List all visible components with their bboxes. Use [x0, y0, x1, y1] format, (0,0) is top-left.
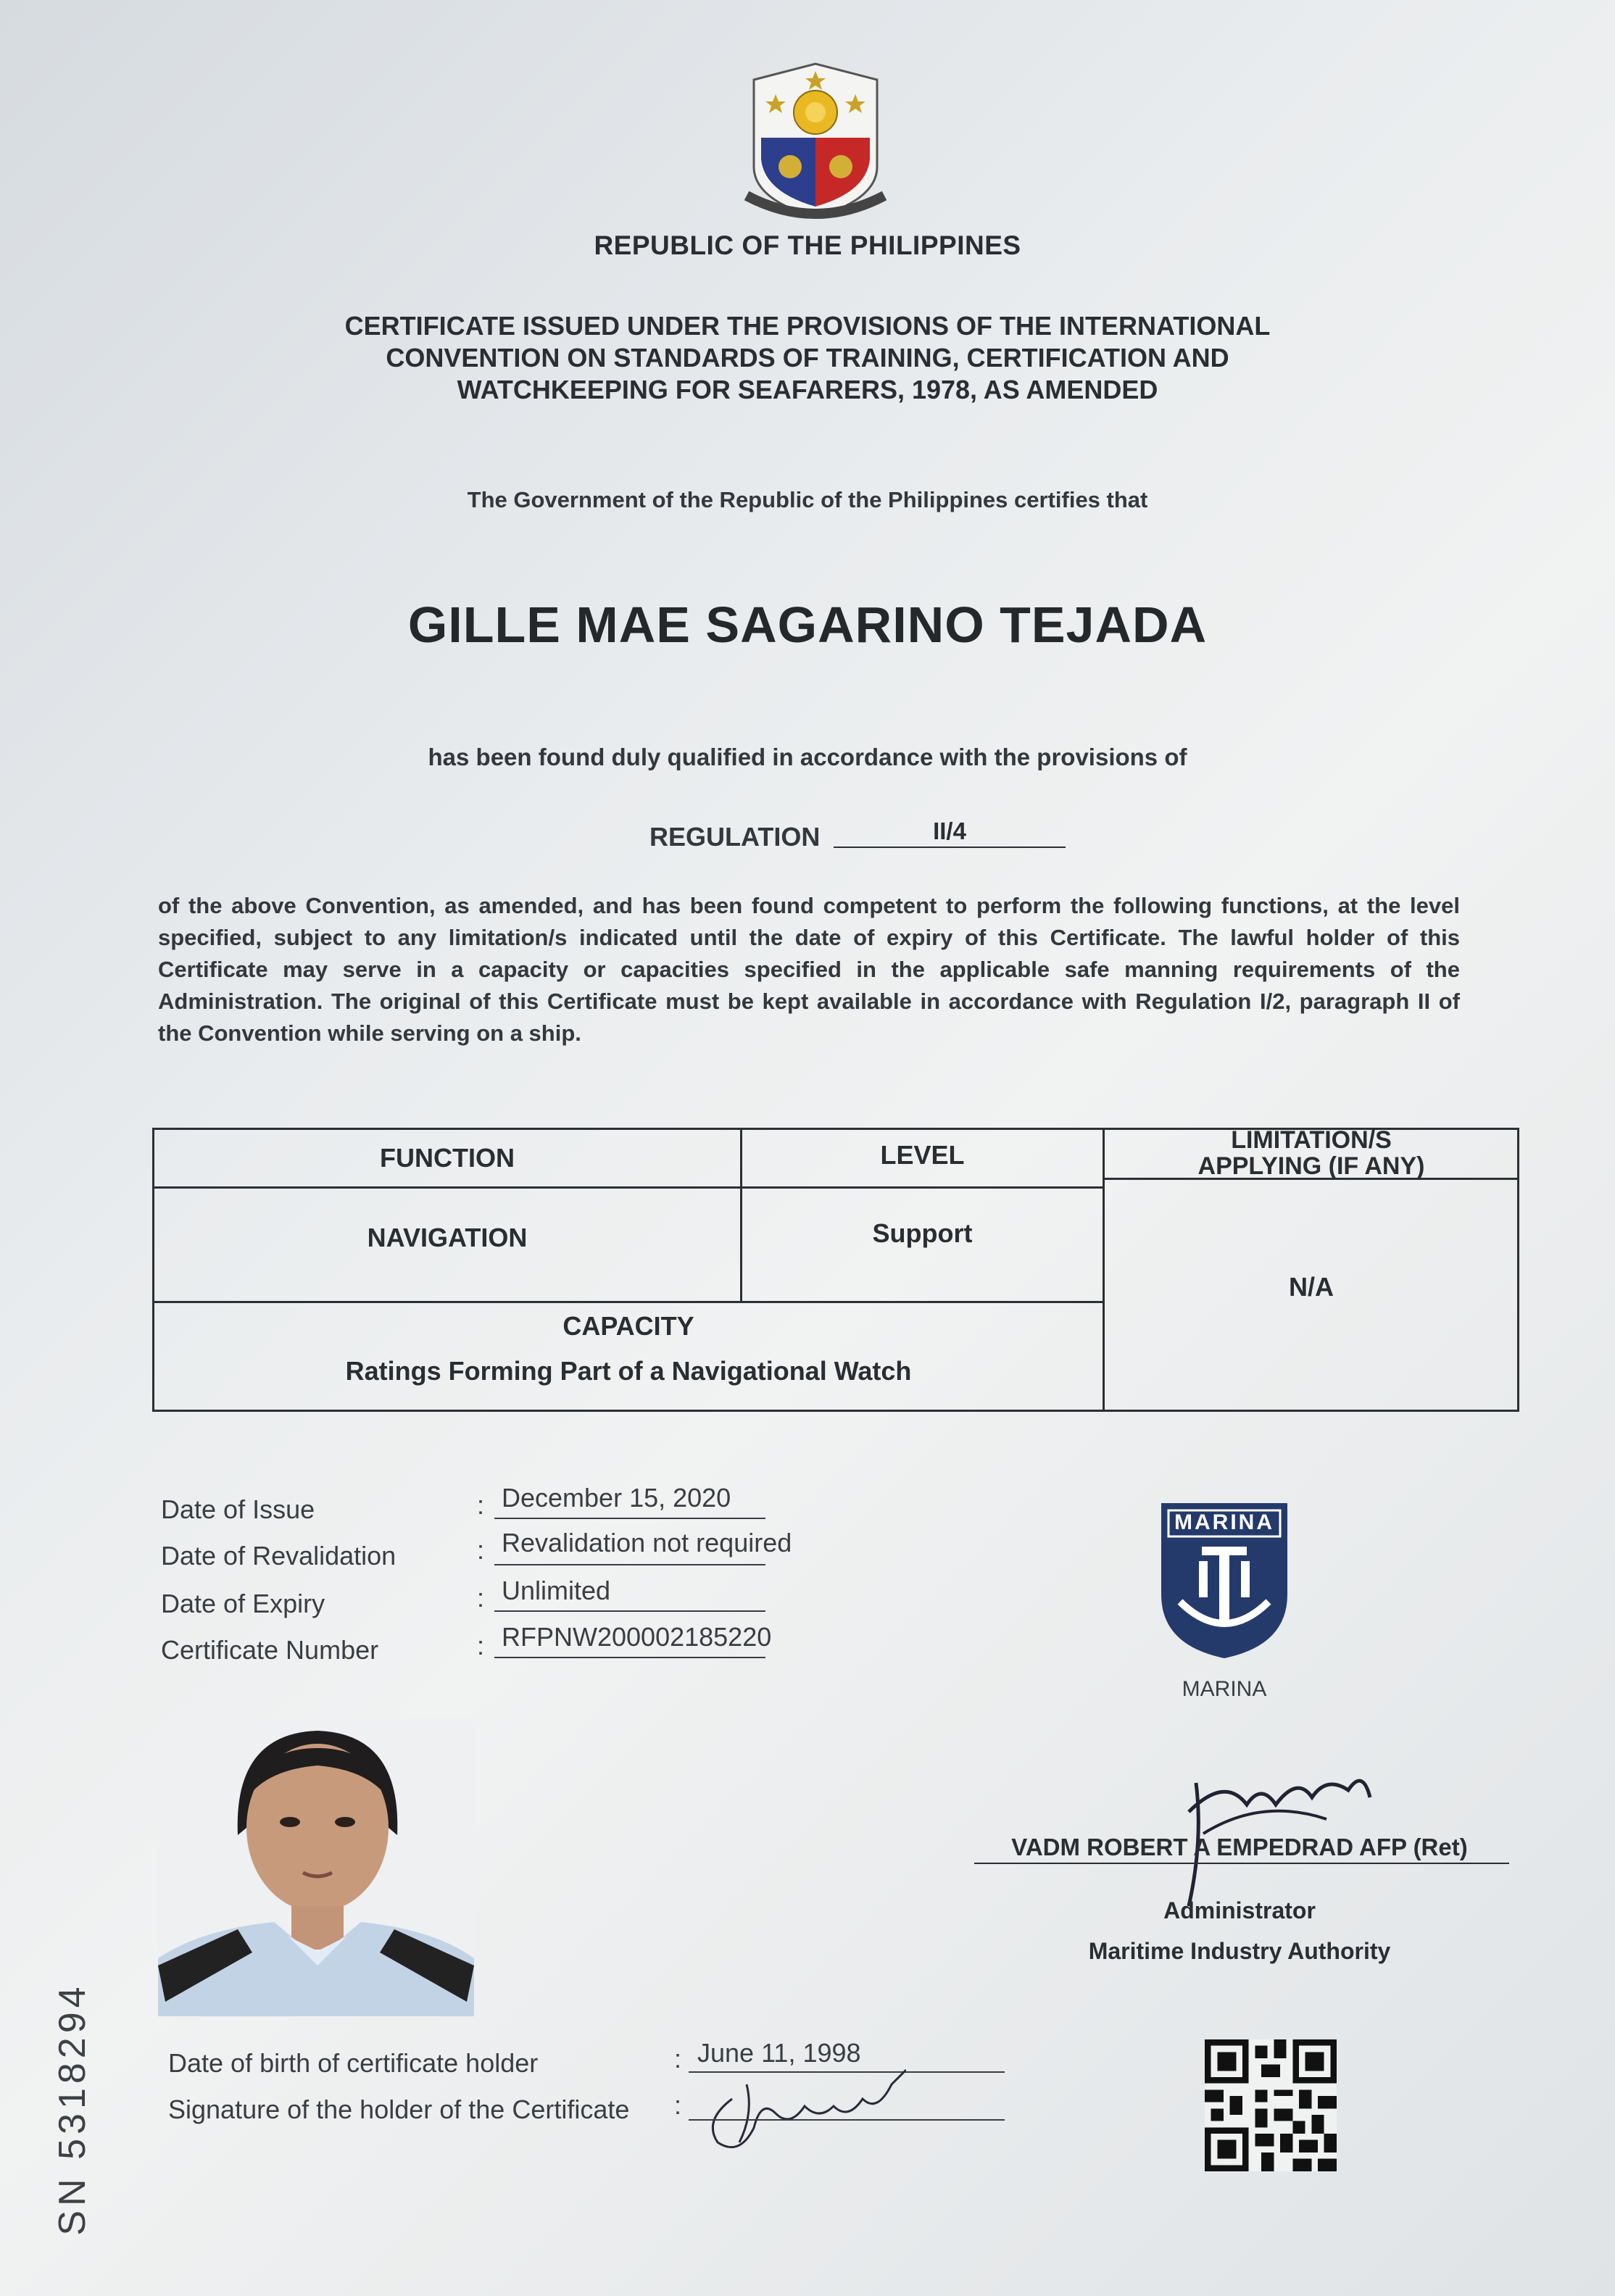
- limitation-value: N/A: [1289, 1272, 1334, 1302]
- detail-value-expiry: Unlimited: [502, 1576, 611, 1605]
- table-divider: [154, 1186, 1104, 1189]
- function-table: [152, 1128, 1519, 1412]
- detail-colon: :: [477, 1490, 485, 1520]
- header-limitation-line2: APPLYING (IF ANY): [1197, 1152, 1425, 1180]
- convention-paragraph: of the above Convention, as amended, and has been found competent to perform the following functions, at the level specified, subject to any limitation/s indicated until the date of expiry of this Certificate. The lawful holder of this Certificate may serve in a capacity or capacities specified in the applicable safe manning requirements of the Administration. The original of this Certificate must be kept available in accordance with Regulation I/2, paragraph II of the Convention while serving on a ship.: [158, 893, 1460, 1046]
- detail-colon: :: [477, 1583, 485, 1613]
- marina-caption: MARINA: [1182, 1677, 1267, 1701]
- header-limitation-line1: LIMITATION/S: [1231, 1126, 1392, 1154]
- holder-signature-label: Signature of the holder of the Certificate: [168, 2095, 630, 2124]
- detail-colon: :: [674, 2044, 682, 2074]
- detail-label-expiry: Date of Expiry: [161, 1589, 325, 1618]
- signatory-name: VADM ROBERT A EMPEDRAD AFP (Ret): [1011, 1834, 1468, 1860]
- holder-photo: [158, 1719, 474, 2016]
- detail-value-cert-number: RFPNW200002185220: [502, 1622, 772, 1652]
- detail-colon: :: [477, 1535, 485, 1565]
- function-value: NAVIGATION: [367, 1223, 528, 1252]
- marina-logo-text: MARINA: [1174, 1510, 1274, 1534]
- detail-value-revalidation: Revalidation not required: [502, 1528, 792, 1557]
- header-function: FUNCTION: [380, 1143, 515, 1173]
- convention-line-3: WATCHKEEPING FOR SEAFARERS, 1978, AS AMENDED: [457, 375, 1158, 404]
- qualified-text: has been found duly qualified in accordance with the provisions of: [428, 744, 1187, 770]
- detail-colon: :: [674, 2090, 682, 2120]
- convention-header: [0, 310, 1615, 406]
- convention-line-2: CONVENTION ON STANDARDS OF TRAINING, CERTIFICATION AND: [386, 343, 1229, 373]
- detail-label-cert-number: Certificate Number: [161, 1635, 379, 1665]
- header-level: LEVEL: [880, 1140, 965, 1170]
- capacity-label: CAPACITY: [562, 1311, 694, 1341]
- detail-colon: :: [477, 1631, 485, 1660]
- signatory-org: Maritime Industry Authority: [1088, 1938, 1391, 1964]
- serial-number: SN 5318294: [51, 1982, 94, 2236]
- detail-underline: [494, 1518, 765, 1519]
- capacity-value: Ratings Forming Part of a Navigational Watch: [345, 1356, 912, 1386]
- regulation-label: REGULATION: [649, 822, 821, 852]
- holder-signature: [689, 2055, 906, 2164]
- convention-line-1: CERTIFICATE ISSUED UNDER THE PROVISIONS OF THE INTERNATIONAL: [344, 311, 1271, 341]
- signatory-underline: [974, 1863, 1509, 1864]
- certifies-text: The Government of the Republic of the Philippines certifies that: [467, 487, 1148, 512]
- dob-label: Date of birth of certificate holder: [168, 2048, 539, 2078]
- detail-label-revalidation: Date of Revalidation: [161, 1541, 397, 1571]
- country-title: REPUBLIC OF THE PHILIPPINES: [594, 230, 1021, 260]
- holder-name: GILLE MAE SAGARINO TEJADA: [407, 596, 1208, 653]
- detail-underline: [494, 1610, 765, 1612]
- level-value: Support: [872, 1218, 973, 1248]
- table-divider: [154, 1301, 1104, 1303]
- qr-code: [1205, 2038, 1337, 2173]
- dob-value: June 11, 1998: [697, 2038, 861, 2068]
- marina-logo: [1158, 1500, 1290, 1661]
- coat-of-arms-seal: [732, 51, 899, 225]
- regulation-underline: [834, 847, 1066, 848]
- regulation-value: II/4: [933, 818, 966, 844]
- header-limitation: [1105, 1127, 1518, 1179]
- detail-underline: [494, 1564, 765, 1565]
- holder-signature-underline: [689, 2119, 1005, 2121]
- detail-underline: [494, 1657, 765, 1658]
- detail-label-issue: Date of Issue: [161, 1494, 315, 1524]
- signatory-title: Administrator: [1163, 1897, 1316, 1923]
- detail-value-issue: December 15, 2020: [502, 1483, 731, 1513]
